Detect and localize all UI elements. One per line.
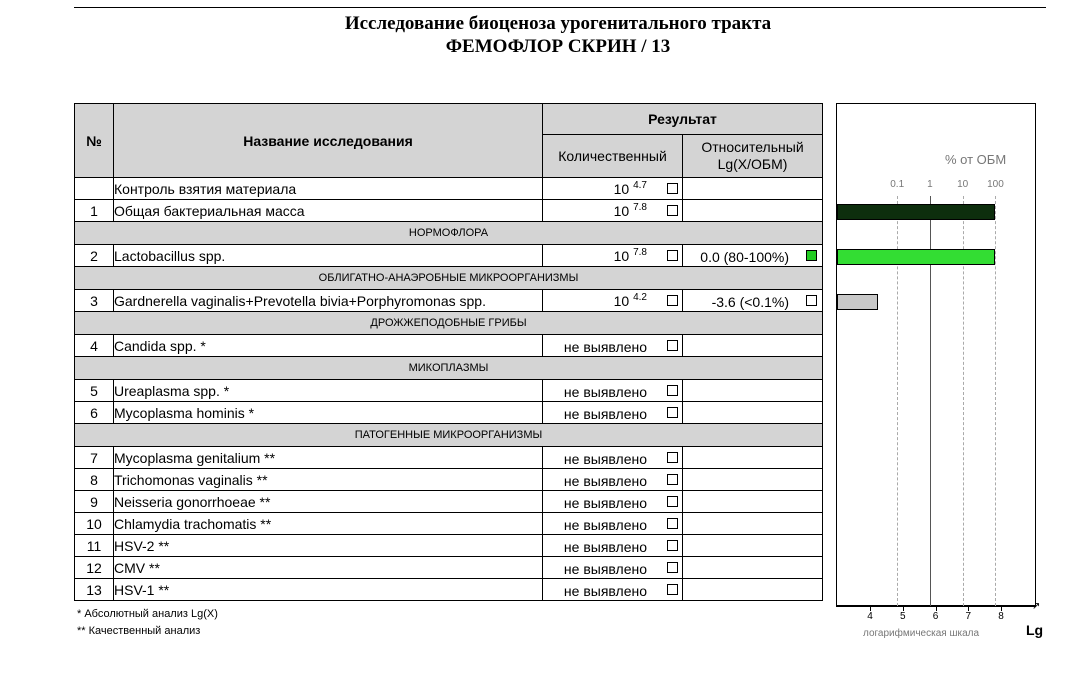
section-row bbox=[75, 267, 823, 290]
qty-value: 10 $^{7.8}$ bbox=[613, 247, 647, 264]
header-num: № bbox=[75, 104, 114, 178]
qty-value: не выявлено bbox=[563, 495, 647, 511]
qty-cell bbox=[543, 290, 683, 312]
table-row bbox=[75, 491, 823, 513]
rel-cell bbox=[683, 535, 823, 557]
row-number: 1 bbox=[75, 200, 114, 222]
qty-exponent: 7.8 bbox=[633, 202, 647, 213]
row-name: Trichomonas vaginalis ** bbox=[114, 469, 543, 491]
qty-cell bbox=[543, 402, 683, 424]
axis-arrow-icon: ↗ bbox=[1032, 601, 1041, 612]
section-label: МИКОПЛАЗМЫ bbox=[75, 357, 823, 380]
qty-checkbox bbox=[667, 385, 678, 396]
section-label: ОБЛИГАТНО-АНАЭРОБНЫЕ МИКРООРГАНИЗМЫ bbox=[75, 267, 823, 290]
qty-value: не выявлено bbox=[563, 539, 647, 555]
qty-cell bbox=[543, 335, 683, 357]
lg-bar bbox=[837, 294, 878, 310]
row-number: 12 bbox=[75, 557, 114, 579]
rel-cell bbox=[683, 380, 823, 402]
section-row bbox=[75, 357, 823, 380]
qty-value: 10 $^{4.7}$ bbox=[613, 180, 647, 197]
row-number: 3 bbox=[75, 290, 114, 312]
lg-chart bbox=[836, 103, 1036, 606]
row-name: Neisseria gonorrhoeae ** bbox=[114, 491, 543, 513]
pct-tick-label: 10 bbox=[957, 179, 969, 190]
row-number: 2 bbox=[75, 245, 114, 267]
qty-value: не выявлено bbox=[563, 384, 647, 400]
row-name: Ureaplasma spp. * bbox=[114, 380, 543, 402]
qty-exponent: 4.7 bbox=[633, 180, 647, 191]
rel-cell bbox=[683, 557, 823, 579]
qty-value: не выявлено bbox=[563, 339, 647, 355]
qty-checkbox bbox=[667, 474, 678, 485]
qty-cell bbox=[543, 469, 683, 491]
rel-cell bbox=[683, 290, 823, 312]
qty-checkbox bbox=[667, 340, 678, 351]
row-name: Chlamydia trachomatis ** bbox=[114, 513, 543, 535]
table-row bbox=[75, 557, 823, 579]
row-number: 7 bbox=[75, 447, 114, 469]
header-name: Название исследования bbox=[114, 104, 543, 178]
axis-tick-label: 7 bbox=[965, 611, 972, 622]
qty-value: не выявлено bbox=[563, 561, 647, 577]
table-row bbox=[75, 245, 823, 267]
row-number bbox=[75, 178, 114, 200]
section-label: НОРМОФЛОРА bbox=[75, 222, 823, 245]
rel-value: 0.0 (80-100%) bbox=[700, 249, 789, 265]
qty-checkbox bbox=[667, 295, 678, 306]
report-title bbox=[0, 12, 1080, 58]
table-row bbox=[75, 380, 823, 402]
row-name: Mycoplasma genitalium ** bbox=[114, 447, 543, 469]
axis-unit: Lg bbox=[1026, 622, 1044, 638]
qty-exponent: 4.2 bbox=[633, 292, 647, 303]
rel-cell bbox=[683, 402, 823, 424]
row-number: 13 bbox=[75, 579, 114, 601]
footnote-qualitative: ** Качественный анализ bbox=[77, 625, 201, 637]
pct-label: % от ОБМ bbox=[945, 152, 1007, 167]
axis-tick-label: 6 bbox=[932, 611, 939, 622]
row-number: 10 bbox=[75, 513, 114, 535]
qty-value: не выявлено bbox=[563, 517, 647, 533]
section-label: ДРОЖЖЕПОДОБНЫЕ ГРИБЫ bbox=[75, 312, 823, 335]
results-body bbox=[75, 178, 823, 601]
table-row bbox=[75, 290, 823, 312]
header-relative: Относительный Lg(X/ОБМ) bbox=[683, 135, 823, 178]
table-row bbox=[75, 335, 823, 357]
rel-cell bbox=[683, 178, 823, 200]
qty-cell bbox=[543, 513, 683, 535]
pct-tick-label: 0.1 bbox=[890, 179, 905, 190]
header-quantitative: Количественный bbox=[543, 135, 683, 178]
row-name: Lactobacillus spp. bbox=[114, 245, 543, 267]
table-row bbox=[75, 513, 823, 535]
rel-cell bbox=[683, 491, 823, 513]
qty-cell bbox=[543, 535, 683, 557]
row-name: CMV ** bbox=[114, 557, 543, 579]
axis-tick-label: 5 bbox=[899, 611, 906, 622]
qty-checkbox bbox=[667, 496, 678, 507]
table-row bbox=[75, 469, 823, 491]
row-name: HSV-2 ** bbox=[114, 535, 543, 557]
rel-cell bbox=[683, 579, 823, 601]
footnote-absolute: * Абсолютный анализ Lg(X) bbox=[77, 608, 218, 620]
section-row bbox=[75, 312, 823, 335]
qty-checkbox bbox=[667, 540, 678, 551]
qty-checkbox bbox=[667, 452, 678, 463]
row-name: Gardnerella vaginalis+Prevotella bivia+Porphyromonas spp. bbox=[114, 290, 543, 312]
table-row bbox=[75, 200, 823, 222]
row-name: Общая бактериальная масса bbox=[114, 200, 543, 222]
axis-tick-label: 4 bbox=[867, 611, 873, 622]
table-row bbox=[75, 535, 823, 557]
qty-checkbox bbox=[667, 407, 678, 418]
lg-bar bbox=[837, 249, 995, 265]
rel-cell bbox=[683, 513, 823, 535]
qty-cell bbox=[543, 245, 683, 267]
qty-cell bbox=[543, 491, 683, 513]
table-row bbox=[75, 447, 823, 469]
axis-caption: логарифмическая шкала bbox=[863, 628, 980, 639]
qty-checkbox bbox=[667, 584, 678, 595]
qty-value: 10 $^{7.8}$ bbox=[613, 202, 647, 219]
section-label: ПАТОГЕННЫЕ МИКРООРГАНИЗМЫ bbox=[75, 424, 823, 447]
row-number: 9 bbox=[75, 491, 114, 513]
rel-indicator-box bbox=[806, 295, 817, 306]
row-name: Контроль взятия материала bbox=[114, 178, 543, 200]
qty-checkbox bbox=[667, 518, 678, 529]
rel-cell bbox=[683, 447, 823, 469]
pct-tick-label: 100 bbox=[987, 179, 1004, 190]
pct-guide-line bbox=[995, 196, 996, 606]
qty-checkbox bbox=[667, 250, 678, 261]
rel-value: -3.6 (<0.1%) bbox=[711, 294, 789, 310]
row-number: 11 bbox=[75, 535, 114, 557]
qty-cell bbox=[543, 178, 683, 200]
rel-cell bbox=[683, 469, 823, 491]
rel-cell bbox=[683, 200, 823, 222]
pct-tick-label: 1 bbox=[927, 179, 933, 190]
section-row bbox=[75, 424, 823, 447]
lg-bar bbox=[837, 204, 995, 220]
qty-value: 10 $^{4.2}$ bbox=[613, 292, 647, 309]
qty-checkbox bbox=[667, 562, 678, 573]
row-number: 4 bbox=[75, 335, 114, 357]
qty-exponent: 7.8 bbox=[633, 247, 647, 258]
table-row bbox=[75, 579, 823, 601]
table-row bbox=[75, 178, 823, 200]
row-name: Candida spp. * bbox=[114, 335, 543, 357]
row-number: 8 bbox=[75, 469, 114, 491]
qty-value: не выявлено bbox=[563, 583, 647, 599]
row-number: 6 bbox=[75, 402, 114, 424]
top-rule bbox=[74, 7, 1046, 8]
qty-checkbox bbox=[667, 205, 678, 216]
results-table bbox=[74, 103, 823, 601]
axis-tick-label: 8 bbox=[998, 611, 1004, 622]
row-name: Mycoplasma hominis * bbox=[114, 402, 543, 424]
qty-cell bbox=[543, 380, 683, 402]
qty-value: не выявлено bbox=[563, 406, 647, 422]
rel-cell bbox=[683, 245, 823, 267]
title-line-1: Исследование биоценоза урогенитального тракта bbox=[344, 13, 772, 34]
qty-checkbox bbox=[667, 183, 678, 194]
qty-cell bbox=[543, 200, 683, 222]
table-row bbox=[75, 402, 823, 424]
qty-value: не выявлено bbox=[563, 451, 647, 467]
section-row bbox=[75, 222, 823, 245]
rel-indicator-box bbox=[806, 250, 817, 261]
qty-cell bbox=[543, 557, 683, 579]
qty-cell bbox=[543, 579, 683, 601]
qty-cell bbox=[543, 447, 683, 469]
qty-value: не выявлено bbox=[563, 473, 647, 489]
header-result: Результат bbox=[543, 104, 823, 135]
rel-cell bbox=[683, 335, 823, 357]
row-number: 5 bbox=[75, 380, 114, 402]
row-name: HSV-1 ** bbox=[114, 579, 543, 601]
title-line-2: ФЕМОФЛОР СКРИН / 13 bbox=[445, 36, 671, 57]
